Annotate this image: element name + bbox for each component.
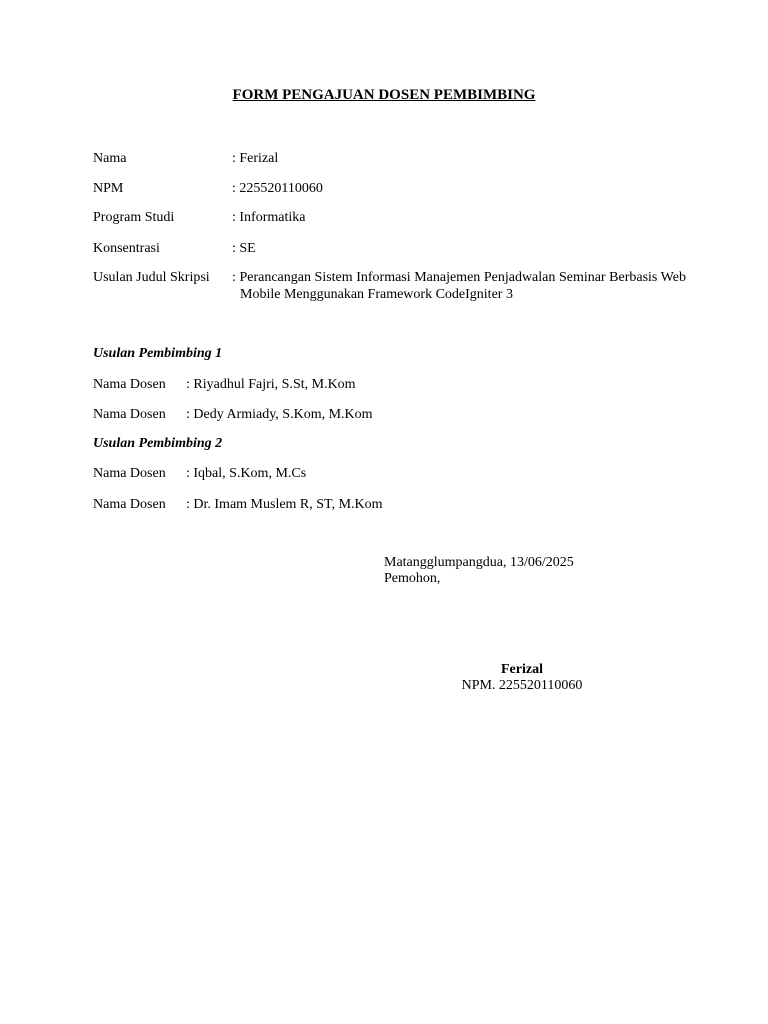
field-label: NPM (93, 181, 124, 196)
dosen-value: : Dedy Armiady, S.Kom, M.Kom (186, 407, 373, 422)
signature-role: Pemohon, (384, 571, 441, 586)
dosen-value: : Dr. Imam Muslem R, ST, M.Kom (186, 497, 383, 512)
document-title: FORM PENGAJUAN DOSEN PEMBIMBING (232, 87, 536, 103)
section-heading-pembimbing-2: Usulan Pembimbing 2 (93, 436, 223, 451)
dosen-value: : Iqbal, S.Kom, M.Cs (186, 466, 307, 481)
field-label: Konsentrasi (93, 241, 160, 256)
dosen-label: Nama Dosen (93, 377, 166, 392)
field-label: Usulan Judul Skripsi (93, 270, 210, 285)
dosen-label: Nama Dosen (93, 407, 166, 422)
field-label: Nama (93, 151, 127, 166)
signature-place-date: Matangglumpangdua, 13/06/2025 (384, 555, 574, 570)
dosen-label: Nama Dosen (93, 466, 166, 481)
field-value: : 225520110060 (232, 181, 323, 196)
signer-name: Ferizal (501, 662, 543, 677)
dosen-label: Nama Dosen (93, 497, 166, 512)
field-value: : Perancangan Sistem Informasi Manajemen Penjadwalan Seminar Berbasis Web Mobile Menggunakan Framework CodeIgniter 3 (232, 270, 686, 302)
field-value: : Ferizal (232, 151, 279, 166)
section-heading-pembimbing-1: Usulan Pembimbing 1 (93, 346, 223, 361)
dosen-value: : Riyadhul Fajri, S.St, M.Kom (186, 377, 356, 392)
signer-block (422, 662, 622, 694)
signer-npm: NPM. 225520110060 (461, 678, 583, 693)
field-value: : Informatika (232, 210, 306, 225)
field-value: : SE (232, 241, 256, 256)
field-label: Program Studi (93, 210, 175, 225)
